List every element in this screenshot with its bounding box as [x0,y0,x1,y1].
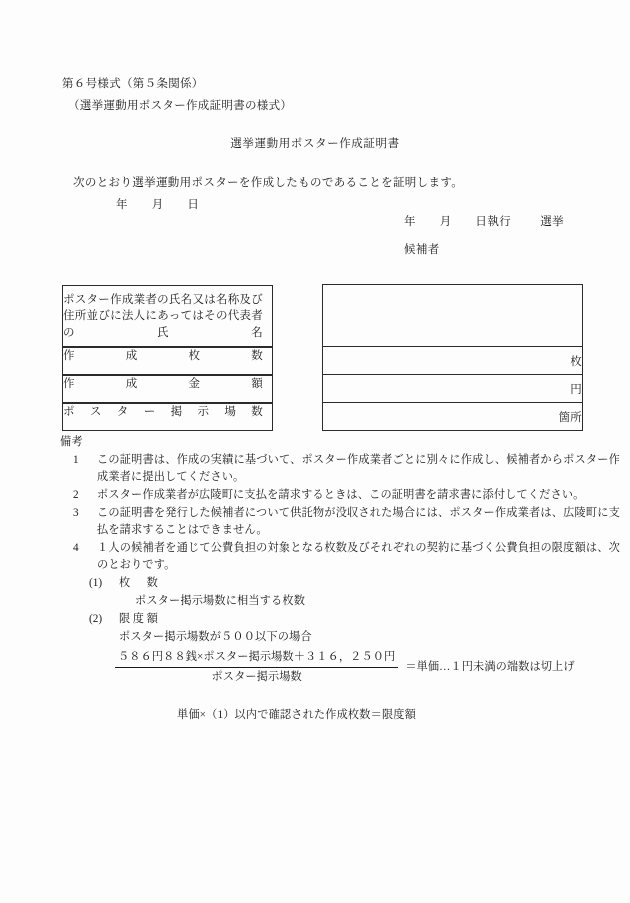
note-number: 1 [73,454,79,467]
table-row [62,403,583,431]
signature-block [404,213,564,257]
note-text: この証明書を発行した候補者について供託物が没収された場合には、ポスター作成業者は、広陵町に支払を請求することはできません。 [97,507,620,537]
row-value-poster-boards[interactable]: 箇所 [322,403,582,431]
table-row [62,375,583,403]
election-date-row [404,213,564,229]
row-value-sheets-made[interactable]: 枚 [322,347,582,375]
note-item-3 [60,505,620,539]
note-item-1 [60,452,620,486]
note-text: この証明書は、作成の実績に基づいて、ポスター作成業者ごとに別々に作成し、候補者からポスター作成業者に提出してください。 [97,454,620,484]
sub-item-2 [89,611,620,628]
sub-item-number: (1) [89,577,103,590]
row-label-poster-boards: ポスター掲示場数 [62,403,273,431]
note-number: 3 [73,507,79,520]
sub-item-2-condition: ポスター掲示場数が５００以下の場合 [119,631,312,644]
row-label-sheets-made: 作 成 枚 数 [62,347,273,375]
election-date-label: 年 月 日執行 [404,216,512,228]
row-value-producer-name[interactable] [322,285,582,347]
row-label-amount: 作 成 金 額 [62,375,273,403]
issue-date-line: 年 月 日 [116,199,200,211]
candidate-label: 候補者 [404,244,440,256]
form-number: 第６号様式（第５条関係） [62,78,204,90]
sub-item-label: 枚 数 [119,577,161,590]
note-item-4 [60,540,620,574]
notes-heading: 備考 [60,436,83,448]
election-word-label: 選挙 [540,216,564,228]
limit-formula [115,649,620,686]
row-label-producer-name: ポスター作成業者の氏名又は名称及び住所並びに法人にあってはその代表者の氏名 [62,285,273,347]
intro-statement: 次のとおり選挙運動用ポスターを作成したものであることを証明します。 [73,177,464,189]
formula-fraction [115,649,398,686]
note-item-2 [60,487,620,504]
note-text: ポスター作成業者が広陵町に支払を請求するときは、この証明書を請求書に添付してください。 [97,489,585,502]
table-row [62,347,583,375]
notes-section [60,434,620,724]
formula-numerator: ５８６円８８銭×ポスター掲示場数＋３１６，２５０円 [115,649,398,668]
sub-item-label: 限度額 [119,613,161,626]
formula-denominator: ポスター掲示場数 [211,671,302,684]
row-value-amount[interactable]: 円 [322,375,582,403]
note-number: 2 [73,489,79,502]
sub-item-1-body: ポスター掲示場数に相当する枚数 [135,595,306,608]
note-text: １人の候補者を通じて公費負担の対象となる枚数及びそれぞれの契約に基づく公費負担の限度額は、次のとおりです。 [97,542,620,572]
limit-final-equation: 単価×（1）以内で確認された作成枚数＝限度額 [177,709,416,722]
form-subtitle: （選挙運動用ポスター作成証明書の様式） [68,100,293,112]
sub-item-number: (2) [89,613,103,626]
document-title: 選挙運動用ポスター作成証明書 [230,138,400,150]
sub-item-1 [89,575,620,592]
note-number: 4 [73,542,79,555]
formula-annotation: ＝単価…１円未満の端数は切上げ [405,661,575,674]
table-row [62,285,583,347]
certificate-table [62,284,583,431]
